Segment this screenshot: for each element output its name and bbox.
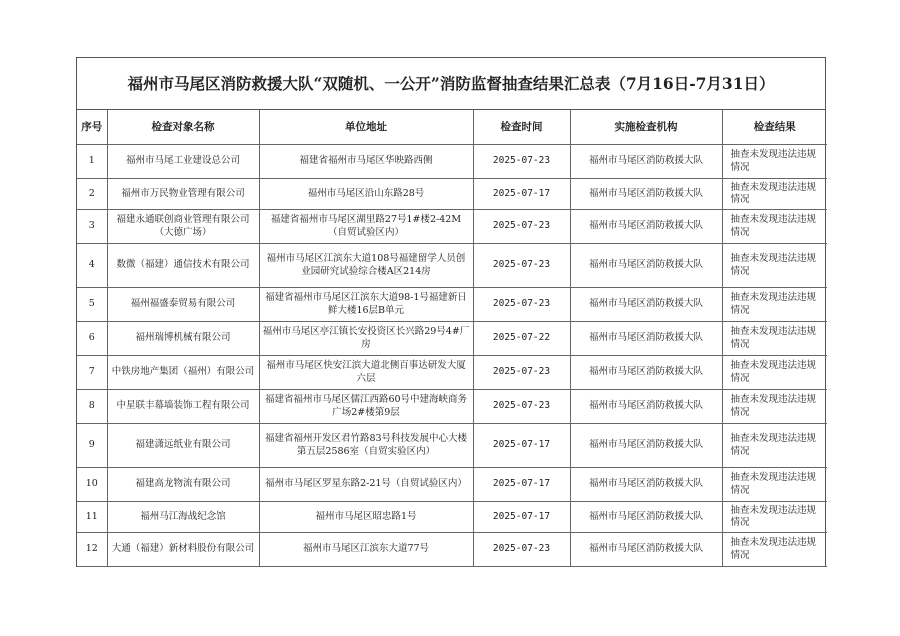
cell-result: 抽查未发现违法违规情况	[722, 244, 827, 288]
cell-agency: 福州市马尾区消防救援大队	[570, 390, 722, 424]
header-time: 检查时间	[473, 110, 570, 145]
cell-result: 抽查未发现违法违规情况	[722, 210, 827, 244]
cell-result: 抽查未发现违法违规情况	[722, 179, 827, 210]
cell-address: 福建省福州市马尾区华映路西侧	[259, 145, 473, 179]
table-row	[77, 468, 827, 502]
cell-agency: 福州市马尾区消防救援大队	[570, 468, 722, 502]
cell-no: 5	[77, 288, 107, 322]
cell-agency: 福州市马尾区消防救援大队	[570, 179, 722, 210]
table-row	[77, 179, 827, 210]
cell-result: 抽查未发现违法违规情况	[722, 390, 827, 424]
cell-time: 2025-07-23	[473, 288, 570, 322]
header-address: 单位地址	[259, 110, 473, 145]
table-row	[77, 145, 827, 179]
table-row	[77, 322, 827, 356]
cell-time: 2025-07-22	[473, 322, 570, 356]
cell-time: 2025-07-17	[473, 179, 570, 210]
report-sheet	[76, 57, 826, 567]
cell-agency: 福州市马尾区消防救援大队	[570, 356, 722, 390]
cell-no: 8	[77, 390, 107, 424]
cell-agency: 福州市马尾区消防救援大队	[570, 502, 722, 533]
header-agency: 实施检查机构	[570, 110, 722, 145]
cell-name: 福建高龙物流有限公司	[107, 468, 259, 502]
cell-result: 抽查未发现违法违规情况	[722, 288, 827, 322]
cell-result: 抽查未发现违法违规情况	[722, 502, 827, 533]
cell-agency: 福州市马尾区消防救援大队	[570, 145, 722, 179]
cell-address: 福建省福州开发区君竹路83号科技发展中心大楼第五层2586室（自贸实验区内）	[259, 424, 473, 468]
cell-no: 7	[77, 356, 107, 390]
cell-name: 福州市万民物业管理有限公司	[107, 179, 259, 210]
cell-no: 4	[77, 244, 107, 288]
cell-agency: 福州市马尾区消防救援大队	[570, 424, 722, 468]
header-name: 检查对象名称	[107, 110, 259, 145]
cell-no: 11	[77, 502, 107, 533]
table-row	[77, 356, 827, 390]
cell-time: 2025-07-17	[473, 502, 570, 533]
cell-time: 2025-07-23	[473, 390, 570, 424]
cell-address: 福州市马尾区沿山东路28号	[259, 179, 473, 210]
table-row	[77, 502, 827, 533]
cell-result: 抽查未发现违法违规情况	[722, 322, 827, 356]
cell-agency: 福州市马尾区消防救援大队	[570, 322, 722, 356]
cell-address: 福建省福州市马尾区儒江西路60号中建海峡商务广场2#楼第9层	[259, 390, 473, 424]
cell-name: 福建永通联创商业管理有限公司（大德广场）	[107, 210, 259, 244]
cell-name: 福州马江海战纪念馆	[107, 502, 259, 533]
cell-address: 福州市马尾区昭忠路1号	[259, 502, 473, 533]
cell-name: 大通（福建）新材料股份有限公司	[107, 533, 259, 567]
cell-time: 2025-07-23	[473, 533, 570, 567]
table-row	[77, 533, 827, 567]
cell-name: 福州市马尾工业建设总公司	[107, 145, 259, 179]
cell-time: 2025-07-23	[473, 356, 570, 390]
cell-address: 福建省福州市马尾区江滨东大道98-1号福建新日鲜大楼16层B单元	[259, 288, 473, 322]
cell-agency: 福州市马尾区消防救援大队	[570, 210, 722, 244]
table-row	[77, 210, 827, 244]
cell-agency: 福州市马尾区消防救援大队	[570, 244, 722, 288]
header-no: 序号	[77, 110, 107, 145]
cell-result: 抽查未发现违法违规情况	[722, 533, 827, 567]
cell-address: 福建省福州市马尾区湖里路27号1#楼2-42M（自贸试验区内）	[259, 210, 473, 244]
cell-no: 9	[77, 424, 107, 468]
cell-address: 福州市马尾区罗星东路2-21号（自贸试验区内）	[259, 468, 473, 502]
cell-name: 福州瑞博机械有限公司	[107, 322, 259, 356]
cell-result: 抽查未发现违法违规情况	[722, 424, 827, 468]
header-result: 检查结果	[722, 110, 827, 145]
report-frame	[76, 57, 826, 567]
cell-agency: 福州市马尾区消防救援大队	[570, 288, 722, 322]
cell-agency: 福州市马尾区消防救援大队	[570, 533, 722, 567]
cell-result: 抽查未发现违法违规情况	[722, 468, 827, 502]
cell-no: 1	[77, 145, 107, 179]
cell-no: 10	[77, 468, 107, 502]
cell-name: 中星联丰幕墙装饰工程有限公司	[107, 390, 259, 424]
table-row	[77, 424, 827, 468]
cell-time: 2025-07-17	[473, 424, 570, 468]
table-row	[77, 288, 827, 322]
table-row	[77, 244, 827, 288]
cell-address: 福州市马尾区江滨东大道77号	[259, 533, 473, 567]
cell-no: 3	[77, 210, 107, 244]
cell-no: 12	[77, 533, 107, 567]
results-table	[77, 110, 827, 567]
cell-time: 2025-07-23	[473, 145, 570, 179]
page-title: 福州市马尾区消防救援大队“双随机、一公开”消防监督抽查结果汇总表（7月16日-7月31日）	[77, 58, 825, 110]
cell-time: 2025-07-17	[473, 468, 570, 502]
cell-result: 抽查未发现违法违规情况	[722, 356, 827, 390]
cell-time: 2025-07-23	[473, 210, 570, 244]
cell-name: 福建潇远纸业有限公司	[107, 424, 259, 468]
table-header-row	[77, 110, 827, 145]
table-row	[77, 390, 827, 424]
cell-no: 6	[77, 322, 107, 356]
cell-name: 数微（福建）通信技术有限公司	[107, 244, 259, 288]
cell-address: 福州市马尾区快安江滨大道北侧百事达研发大厦六层	[259, 356, 473, 390]
cell-time: 2025-07-23	[473, 244, 570, 288]
cell-name: 中铁房地产集团（福州）有限公司	[107, 356, 259, 390]
cell-address: 福州市马尾区江滨东大道108号福建留学人员创业园研究试验综合楼A区214房	[259, 244, 473, 288]
cell-address: 福州市马尾区亭江镇长安投资区长兴路29号4#厂房	[259, 322, 473, 356]
cell-name: 福州福盛泰贸易有限公司	[107, 288, 259, 322]
cell-result: 抽查未发现违法违规情况	[722, 145, 827, 179]
cell-no: 2	[77, 179, 107, 210]
